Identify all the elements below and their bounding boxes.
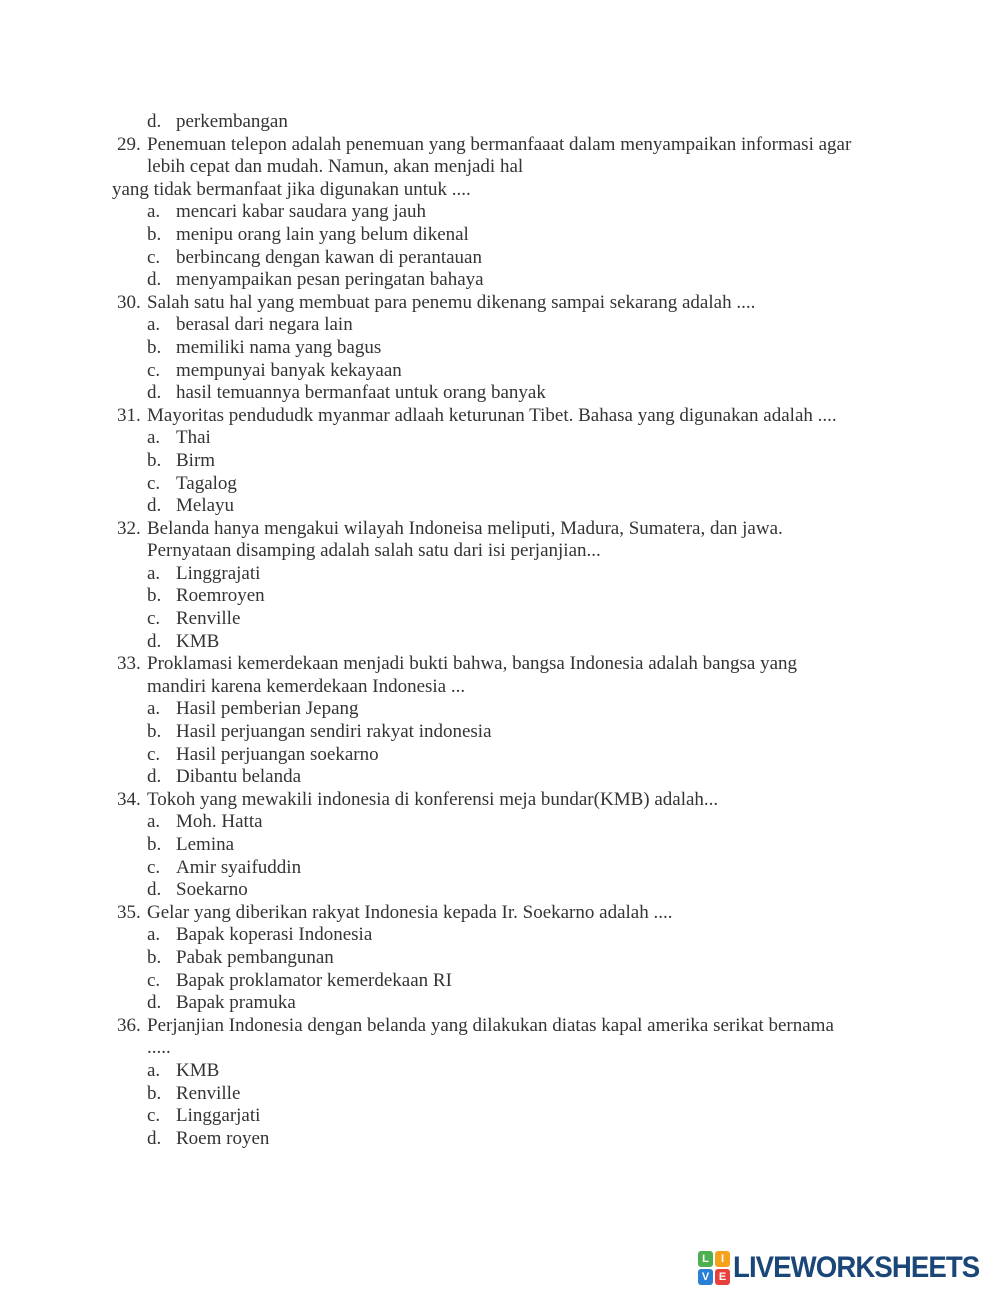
question-line [0,134,1000,157]
option-letter: b. [147,834,162,855]
question-text: mandiri karena kemerdekaan Indonesia ... [147,675,466,697]
option-text: Moh. Hatta [176,811,263,833]
option-text: Dibantu belanda [176,766,302,788]
question-line [0,292,1000,315]
option-letter: c. [147,608,161,630]
logo-tile-i: I [715,1251,730,1267]
option-line [0,495,1000,518]
option-line [0,1105,1000,1128]
option-line [0,247,1000,270]
question-text: ..... [147,1037,171,1059]
option-text: mencari kabar saudara yang jauh [176,201,427,223]
question-continuation-line [0,540,1000,563]
logo-tile-l: L [698,1251,713,1267]
option-text: Bapak proklamator kemerdekaan RI [176,969,452,991]
option-text: Bapak pramuka [176,992,296,1014]
question-text: Pernyataan disamping adalah salah satu dari isi perjanjian... [147,540,601,562]
question-line [0,902,1000,925]
option-line [0,608,1000,631]
option-text: perkembangan [176,111,288,132]
question-continuation-line [0,156,1000,179]
option-text: Linggarjati [176,1105,261,1127]
option-line [0,337,1000,360]
option-line [0,1083,1000,1106]
option-text: KMB [176,630,220,652]
option-line [0,201,1000,224]
option-line [0,857,1000,880]
option-line [0,992,1000,1015]
option-line [0,563,1000,586]
option-text: Tagalog [176,472,237,494]
question-number: 29. [117,133,141,155]
option-letter: d. [147,630,162,652]
option-letter: a. [147,924,161,946]
option-letter: d. [147,1127,162,1149]
question-text: Perjanjian Indonesia dengan belanda yang dilakukan diatas kapal amerika serikat bernama [147,1014,834,1036]
option-text: mempunyai banyak kekayaan [176,359,402,381]
question-text: Proklamasi kemerdekaan menjadi bukti bahwa, bangsa Indonesia adalah bangsa yang [147,653,798,675]
option-letter: d. [147,766,162,788]
question-text: Belanda hanya mengakui wilayah Indoneisa meliputi, Madura, Sumatera, dan jawa. [147,517,783,539]
question-number: 36. [117,1014,141,1036]
question-line [0,653,1000,676]
option-line [0,947,1000,970]
liveworksheets-logo-icon [698,1251,730,1285]
question-number: 33. [117,653,141,675]
logo-tile-v: V [698,1269,713,1285]
question-continuation-line [0,1037,1000,1060]
option-line [0,970,1000,993]
option-letter: a. [147,1059,161,1081]
option-letter: a. [147,698,161,720]
question-text: Penemuan telepon adalah penemuan yang bermanfaaat dalam menyampaikan informasi agar [147,133,852,155]
option-line [0,1128,1000,1151]
option-line [0,834,1000,857]
option-text: berbincang dengan kawan di perantauan [176,246,482,268]
option-line [0,224,1000,247]
option-letter: d. [147,111,162,132]
question-line [0,1015,1000,1038]
option-line [0,427,1000,450]
option-line [0,879,1000,902]
question-text: Tokoh yang mewakili indonesia di konferensi meja bundar(KMB) adalah... [147,788,719,810]
option-text: menipu orang lain yang belum dikenal [176,223,469,245]
question-continuation-line [0,179,1000,202]
option-line [0,269,1000,292]
option-line [0,450,1000,473]
option-text: Hasil perjuangan soekarno [176,743,379,765]
option-text: berasal dari negara lain [176,314,353,336]
option-letter: d. [147,495,162,517]
option-text: Roem royen [176,1127,270,1149]
option-line [0,585,1000,608]
option-letter: a. [147,562,161,584]
question-number: 35. [117,901,141,923]
option-text: Renville [176,1082,241,1104]
question-number: 30. [117,291,141,313]
option-text: Roemroyen [176,585,265,607]
option-letter: b. [147,336,162,358]
option-letter: b. [147,449,162,471]
option-text: menyampaikan pesan peringatan bahaya [176,269,484,291]
question-line [0,405,1000,428]
option-text: Hasil perjuangan sendiri rakyat indonesia [176,721,492,743]
option-letter: d. [147,879,162,901]
option-text: Lemina [176,834,235,855]
option-line [0,1060,1000,1083]
question-number: 32. [117,517,141,539]
option-text: Birm [176,449,216,471]
option-text: KMB [176,1059,220,1081]
option-letter: d. [147,269,162,291]
option-line [0,766,1000,789]
option-line [0,721,1000,744]
option-text: hasil temuannya bermanfaat untuk orang banyak [176,382,546,404]
option-text: Soekarno [176,879,248,901]
option-letter: c. [147,246,161,268]
question-text: Salah satu hal yang membuat para penemu dikenang sampai sekarang adalah .... [147,291,756,313]
option-letter: c. [147,472,161,494]
question-line [0,789,1000,812]
option-line [0,811,1000,834]
option-letter: c. [147,856,161,878]
option-text: Hasil pemberian Jepang [176,698,359,720]
logo-tile-e: E [715,1269,730,1285]
question-text: yang tidak bermanfaat jika digunakan untuk .... [112,178,471,200]
option-text: Bapak koperasi Indonesia [176,924,373,946]
option-line [0,360,1000,383]
question-number: 31. [117,404,141,426]
option-text: Amir syaifuddin [176,856,302,878]
question-number: 34. [117,788,141,810]
option-text: Thai [176,427,211,449]
option-letter: a. [147,427,161,449]
option-text: Linggrajati [176,562,261,584]
question-text: Mayoritas pendududk myanmar adlaah keturunan Tibet. Bahasa yang digunakan adalah .... [147,404,837,426]
option-letter: b. [147,946,162,968]
question-text: Gelar yang diberikan rakyat Indonesia kepada Ir. Soekarno adalah .... [147,901,673,923]
option-line [0,924,1000,947]
option-letter: a. [147,201,161,223]
question-line [0,518,1000,541]
option-letter: c. [147,969,161,991]
option-text: memiliki nama yang bagus [176,336,382,358]
option-text: Melayu [176,495,235,517]
option-line [0,698,1000,721]
option-letter: d. [147,992,162,1014]
option-letter: b. [147,223,162,245]
document [0,111,1000,1150]
question-text: lebih cepat dan mudah. Namun, akan menjadi hal [147,156,524,178]
option-letter: a. [147,314,161,336]
option-line [0,111,1000,134]
question-continuation-line [0,676,1000,699]
liveworksheets-logo[interactable] [698,1251,1000,1285]
liveworksheets-logo-text: LIVEWORKSHEETS [733,1251,980,1284]
option-text: Renville [176,608,241,630]
option-line [0,631,1000,654]
option-letter: b. [147,585,162,607]
option-letter: d. [147,382,162,404]
option-letter: c. [147,359,161,381]
option-letter: c. [147,743,161,765]
option-text: Pabak pembangunan [176,946,334,968]
option-line [0,473,1000,496]
option-line [0,382,1000,405]
option-letter: b. [147,1082,162,1104]
option-letter: b. [147,721,162,743]
option-letter: a. [147,811,161,833]
option-line [0,314,1000,337]
option-letter: c. [147,1105,161,1127]
option-line [0,744,1000,767]
